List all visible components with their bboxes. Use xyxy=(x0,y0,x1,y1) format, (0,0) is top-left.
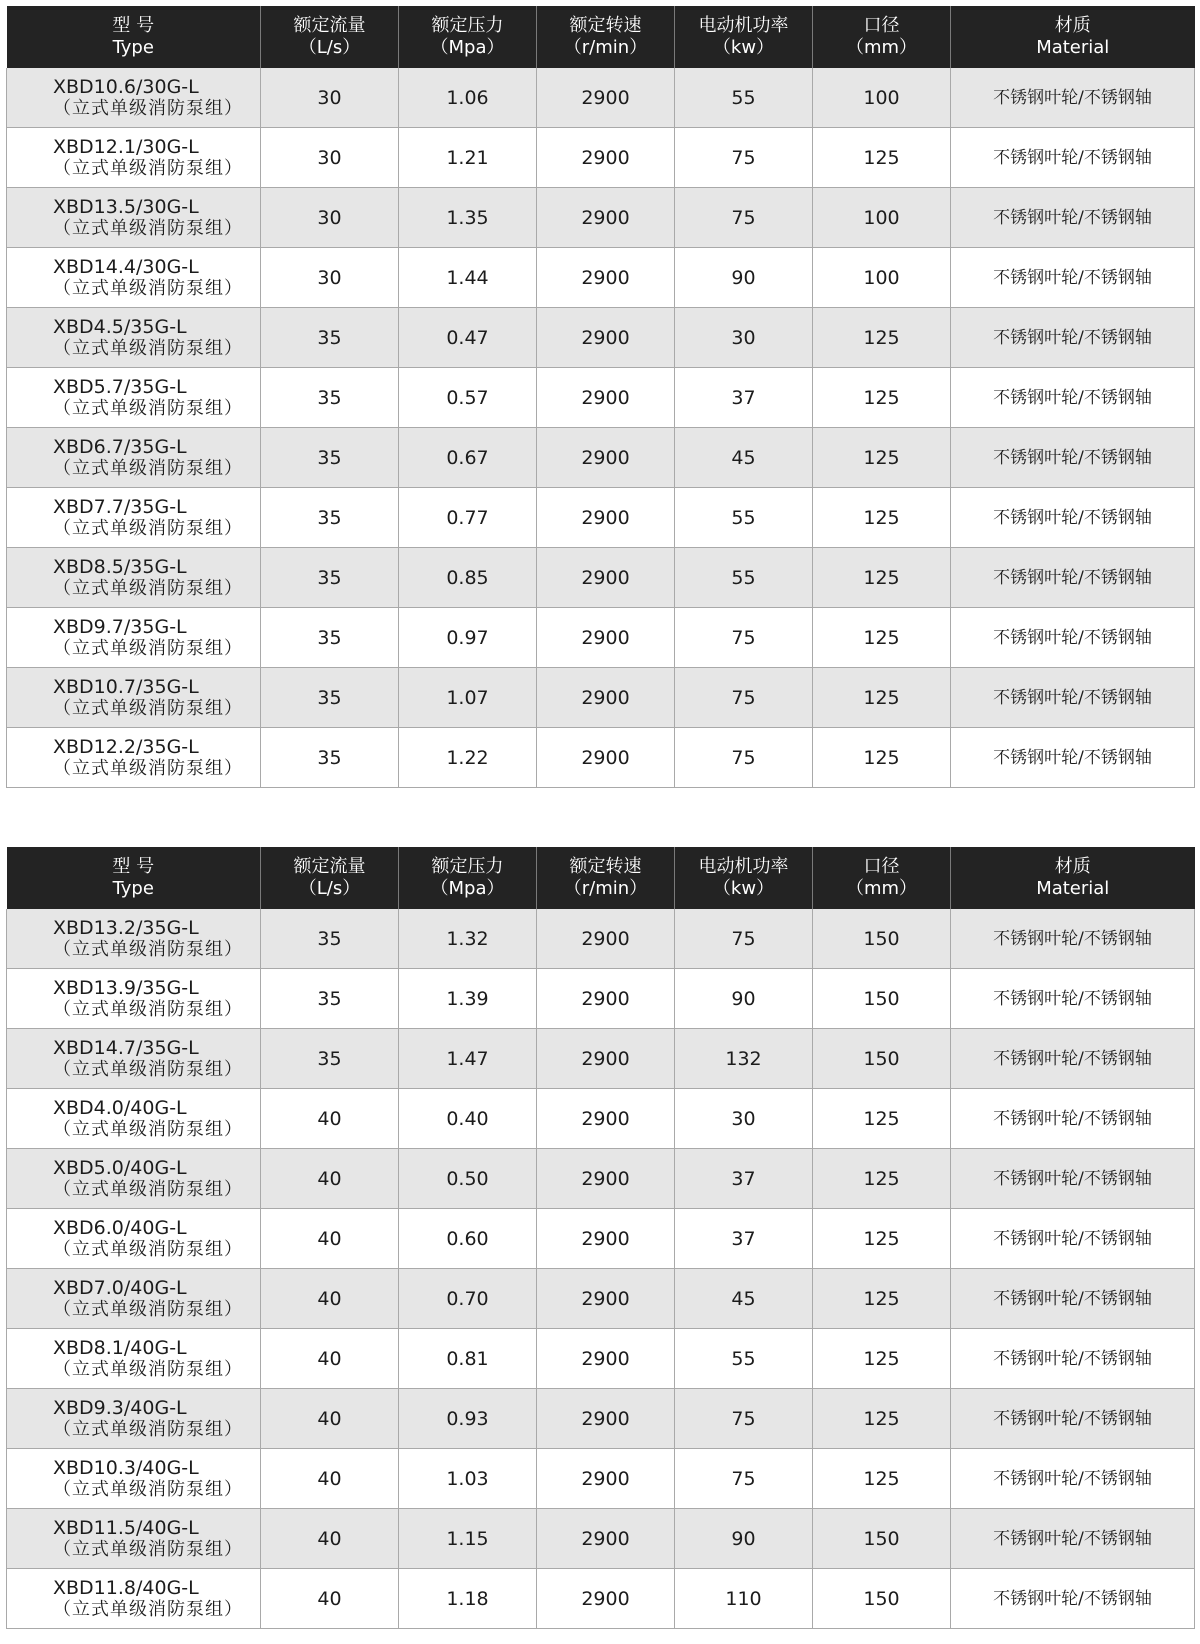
spec-table-1 xyxy=(6,6,1195,788)
cell-pressure: 0.97 xyxy=(399,608,537,668)
header-speed: 额定转速 （r/min） xyxy=(537,847,675,909)
cell-flow: 30 xyxy=(261,68,399,128)
cell-power: 55 xyxy=(675,1329,813,1389)
cell-flow: 40 xyxy=(261,1209,399,1269)
cell-speed: 2900 xyxy=(537,608,675,668)
cell-speed: 2900 xyxy=(537,308,675,368)
table-row xyxy=(7,1569,1195,1629)
cell-flow: 35 xyxy=(261,969,399,1029)
table-row xyxy=(7,368,1195,428)
model-description: （立式单级消防泵组） xyxy=(53,998,243,1020)
cell-type xyxy=(7,668,261,728)
cell-power: 75 xyxy=(675,128,813,188)
cell-material: 不锈钢叶轮/不锈钢轴 xyxy=(951,608,1195,668)
cell-material: 不锈钢叶轮/不锈钢轴 xyxy=(951,1509,1195,1569)
header-diameter: 口径 （mm） xyxy=(813,6,951,68)
header-pressure: 额定压力 （Mpa） xyxy=(399,847,537,909)
cell-type xyxy=(7,969,261,1029)
cell-diameter: 150 xyxy=(813,969,951,1029)
model-description: （立式单级消防泵组） xyxy=(53,1118,243,1140)
cell-diameter: 125 xyxy=(813,1089,951,1149)
cell-power: 75 xyxy=(675,608,813,668)
cell-type xyxy=(7,368,261,428)
cell-diameter: 125 xyxy=(813,308,951,368)
model-number: XBD6.7/35G-L xyxy=(53,435,187,458)
cell-material: 不锈钢叶轮/不锈钢轴 xyxy=(951,1389,1195,1449)
cell-speed: 2900 xyxy=(537,1089,675,1149)
table-row xyxy=(7,188,1195,248)
cell-power: 75 xyxy=(675,188,813,248)
cell-power: 90 xyxy=(675,1509,813,1569)
cell-material: 不锈钢叶轮/不锈钢轴 xyxy=(951,1449,1195,1509)
cell-power: 55 xyxy=(675,548,813,608)
cell-pressure: 0.60 xyxy=(399,1209,537,1269)
table-row xyxy=(7,548,1195,608)
cell-flow: 40 xyxy=(261,1509,399,1569)
cell-speed: 2900 xyxy=(537,969,675,1029)
model-description: （立式单级消防泵组） xyxy=(53,97,243,119)
model-description: （立式单级消防泵组） xyxy=(53,757,243,779)
model-description: （立式单级消防泵组） xyxy=(53,697,243,719)
cell-type xyxy=(7,1569,261,1629)
cell-pressure: 1.15 xyxy=(399,1509,537,1569)
table-body xyxy=(7,909,1195,1629)
table-row xyxy=(7,668,1195,728)
model-description: （立式单级消防泵组） xyxy=(53,938,243,960)
cell-diameter: 150 xyxy=(813,1569,951,1629)
cell-pressure: 1.21 xyxy=(399,128,537,188)
cell-power: 75 xyxy=(675,909,813,969)
cell-type xyxy=(7,608,261,668)
model-description: （立式单级消防泵组） xyxy=(53,1298,243,1320)
cell-speed: 2900 xyxy=(537,728,675,788)
cell-type xyxy=(7,1149,261,1209)
cell-speed: 2900 xyxy=(537,368,675,428)
model-number: XBD9.3/40G-L xyxy=(53,1396,187,1419)
cell-pressure: 1.35 xyxy=(399,188,537,248)
header-diameter: 口径 （mm） xyxy=(813,847,951,909)
cell-diameter: 125 xyxy=(813,1449,951,1509)
cell-material: 不锈钢叶轮/不锈钢轴 xyxy=(951,188,1195,248)
model-number: XBD5.7/35G-L xyxy=(53,375,187,398)
model-number: XBD12.1/30G-L xyxy=(53,135,199,158)
cell-type xyxy=(7,1509,261,1569)
cell-material: 不锈钢叶轮/不锈钢轴 xyxy=(951,1209,1195,1269)
cell-pressure: 1.18 xyxy=(399,1569,537,1629)
table-row xyxy=(7,1269,1195,1329)
header-type: 型 号 Type xyxy=(7,847,261,909)
cell-material: 不锈钢叶轮/不锈钢轴 xyxy=(951,969,1195,1029)
cell-power: 30 xyxy=(675,308,813,368)
header-flow: 额定流量 （L/s） xyxy=(261,847,399,909)
cell-diameter: 125 xyxy=(813,1209,951,1269)
table-row xyxy=(7,68,1195,128)
cell-type xyxy=(7,728,261,788)
cell-type xyxy=(7,548,261,608)
cell-flow: 35 xyxy=(261,1029,399,1089)
table-row xyxy=(7,728,1195,788)
cell-pressure: 1.32 xyxy=(399,909,537,969)
model-number: XBD12.2/35G-L xyxy=(53,735,199,758)
model-description: （立式单级消防泵组） xyxy=(53,217,243,239)
cell-diameter: 125 xyxy=(813,1269,951,1329)
cell-flow: 35 xyxy=(261,308,399,368)
model-number: XBD4.0/40G-L xyxy=(53,1096,187,1119)
cell-material: 不锈钢叶轮/不锈钢轴 xyxy=(951,248,1195,308)
cell-flow: 40 xyxy=(261,1569,399,1629)
model-description: （立式单级消防泵组） xyxy=(53,1478,243,1500)
spec-table-2 xyxy=(6,847,1195,1629)
cell-speed: 2900 xyxy=(537,428,675,488)
header-row xyxy=(7,6,1195,68)
cell-flow: 40 xyxy=(261,1449,399,1509)
model-description: （立式单级消防泵组） xyxy=(53,577,243,599)
cell-type xyxy=(7,1449,261,1509)
cell-power: 45 xyxy=(675,428,813,488)
cell-material: 不锈钢叶轮/不锈钢轴 xyxy=(951,368,1195,428)
cell-type xyxy=(7,308,261,368)
model-number: XBD14.4/30G-L xyxy=(53,255,199,278)
cell-material: 不锈钢叶轮/不锈钢轴 xyxy=(951,68,1195,128)
cell-type xyxy=(7,909,261,969)
cell-pressure: 1.39 xyxy=(399,969,537,1029)
table-row xyxy=(7,1509,1195,1569)
cell-flow: 35 xyxy=(261,548,399,608)
cell-speed: 2900 xyxy=(537,488,675,548)
cell-diameter: 100 xyxy=(813,248,951,308)
cell-flow: 30 xyxy=(261,188,399,248)
model-number: XBD8.5/35G-L xyxy=(53,555,187,578)
table-row xyxy=(7,308,1195,368)
cell-speed: 2900 xyxy=(537,668,675,728)
model-number: XBD7.7/35G-L xyxy=(53,495,187,518)
table-header xyxy=(7,6,1195,68)
cell-speed: 2900 xyxy=(537,128,675,188)
model-number: XBD9.7/35G-L xyxy=(53,615,187,638)
model-description: （立式单级消防泵组） xyxy=(53,1538,243,1560)
table-row xyxy=(7,1329,1195,1389)
header-flow: 额定流量 （L/s） xyxy=(261,6,399,68)
cell-power: 30 xyxy=(675,1089,813,1149)
cell-type xyxy=(7,1329,261,1389)
table-row xyxy=(7,1389,1195,1449)
cell-power: 37 xyxy=(675,1209,813,1269)
cell-flow: 40 xyxy=(261,1149,399,1209)
table-row xyxy=(7,1149,1195,1209)
cell-diameter: 125 xyxy=(813,608,951,668)
cell-power: 75 xyxy=(675,728,813,788)
cell-type xyxy=(7,1089,261,1149)
cell-material: 不锈钢叶轮/不锈钢轴 xyxy=(951,668,1195,728)
cell-pressure: 0.50 xyxy=(399,1149,537,1209)
cell-diameter: 150 xyxy=(813,909,951,969)
cell-material: 不锈钢叶轮/不锈钢轴 xyxy=(951,1089,1195,1149)
cell-diameter: 150 xyxy=(813,1509,951,1569)
cell-type xyxy=(7,128,261,188)
model-description: （立式单级消防泵组） xyxy=(53,1418,243,1440)
cell-material: 不锈钢叶轮/不锈钢轴 xyxy=(951,1569,1195,1629)
cell-material: 不锈钢叶轮/不锈钢轴 xyxy=(951,1149,1195,1209)
cell-power: 45 xyxy=(675,1269,813,1329)
cell-type xyxy=(7,68,261,128)
cell-flow: 35 xyxy=(261,488,399,548)
model-description: （立式单级消防泵组） xyxy=(53,1058,243,1080)
cell-pressure: 0.47 xyxy=(399,308,537,368)
header-pressure: 额定压力 （Mpa） xyxy=(399,6,537,68)
header-power: 电动机功率 （kw） xyxy=(675,847,813,909)
cell-material: 不锈钢叶轮/不锈钢轴 xyxy=(951,488,1195,548)
cell-diameter: 125 xyxy=(813,668,951,728)
model-number: XBD13.2/35G-L xyxy=(53,916,199,939)
cell-flow: 35 xyxy=(261,668,399,728)
cell-material: 不锈钢叶轮/不锈钢轴 xyxy=(951,909,1195,969)
cell-speed: 2900 xyxy=(537,1509,675,1569)
cell-pressure: 0.93 xyxy=(399,1389,537,1449)
cell-speed: 2900 xyxy=(537,1209,675,1269)
cell-pressure: 0.70 xyxy=(399,1269,537,1329)
model-number: XBD13.5/30G-L xyxy=(53,195,199,218)
cell-flow: 40 xyxy=(261,1269,399,1329)
cell-flow: 35 xyxy=(261,728,399,788)
cell-power: 75 xyxy=(675,1449,813,1509)
cell-pressure: 0.77 xyxy=(399,488,537,548)
cell-diameter: 125 xyxy=(813,548,951,608)
cell-pressure: 1.22 xyxy=(399,728,537,788)
cell-material: 不锈钢叶轮/不锈钢轴 xyxy=(951,728,1195,788)
cell-diameter: 125 xyxy=(813,488,951,548)
model-description: （立式单级消防泵组） xyxy=(53,1178,243,1200)
cell-power: 55 xyxy=(675,68,813,128)
model-number: XBD4.5/35G-L xyxy=(53,315,187,338)
cell-diameter: 125 xyxy=(813,428,951,488)
model-number: XBD10.7/35G-L xyxy=(53,675,199,698)
cell-pressure: 0.85 xyxy=(399,548,537,608)
model-description: （立式单级消防泵组） xyxy=(53,1238,243,1260)
cell-speed: 2900 xyxy=(537,1449,675,1509)
cell-flow: 35 xyxy=(261,368,399,428)
cell-type xyxy=(7,1269,261,1329)
header-type: 型 号 Type xyxy=(7,6,261,68)
cell-speed: 2900 xyxy=(537,1149,675,1209)
cell-speed: 2900 xyxy=(537,1389,675,1449)
cell-material: 不锈钢叶轮/不锈钢轴 xyxy=(951,548,1195,608)
header-material: 材质 Material xyxy=(951,6,1195,68)
cell-diameter: 125 xyxy=(813,128,951,188)
cell-speed: 2900 xyxy=(537,188,675,248)
cell-pressure: 1.03 xyxy=(399,1449,537,1509)
table-header xyxy=(7,847,1195,909)
model-number: XBD13.9/35G-L xyxy=(53,976,199,999)
model-description: （立式单级消防泵组） xyxy=(53,397,243,419)
header-row xyxy=(7,847,1195,909)
table-row xyxy=(7,1209,1195,1269)
cell-diameter: 125 xyxy=(813,1329,951,1389)
cell-diameter: 125 xyxy=(813,1389,951,1449)
cell-power: 110 xyxy=(675,1569,813,1629)
cell-diameter: 125 xyxy=(813,728,951,788)
model-description: （立式单级消防泵组） xyxy=(53,637,243,659)
cell-flow: 40 xyxy=(261,1329,399,1389)
cell-material: 不锈钢叶轮/不锈钢轴 xyxy=(951,308,1195,368)
model-description: （立式单级消防泵组） xyxy=(53,1358,243,1380)
model-number: XBD6.0/40G-L xyxy=(53,1216,187,1239)
cell-type xyxy=(7,1389,261,1449)
cell-power: 90 xyxy=(675,969,813,1029)
cell-type xyxy=(7,1209,261,1269)
model-description: （立式单级消防泵组） xyxy=(53,157,243,179)
cell-material: 不锈钢叶轮/不锈钢轴 xyxy=(951,1329,1195,1389)
table-body xyxy=(7,68,1195,788)
cell-material: 不锈钢叶轮/不锈钢轴 xyxy=(951,428,1195,488)
cell-power: 132 xyxy=(675,1029,813,1089)
cell-material: 不锈钢叶轮/不锈钢轴 xyxy=(951,1269,1195,1329)
model-number: XBD11.8/40G-L xyxy=(53,1576,199,1599)
model-description: （立式单级消防泵组） xyxy=(53,1598,243,1620)
cell-pressure: 0.67 xyxy=(399,428,537,488)
table-row xyxy=(7,248,1195,308)
table-row xyxy=(7,608,1195,668)
cell-type xyxy=(7,248,261,308)
model-number: XBD14.7/35G-L xyxy=(53,1036,199,1059)
cell-type xyxy=(7,428,261,488)
model-number: XBD7.0/40G-L xyxy=(53,1276,187,1299)
cell-power: 75 xyxy=(675,1389,813,1449)
model-description: （立式单级消防泵组） xyxy=(53,277,243,299)
header-power: 电动机功率 （kw） xyxy=(675,6,813,68)
header-material: 材质 Material xyxy=(951,847,1195,909)
model-number: XBD5.0/40G-L xyxy=(53,1156,187,1179)
cell-flow: 35 xyxy=(261,428,399,488)
cell-flow: 40 xyxy=(261,1089,399,1149)
cell-diameter: 150 xyxy=(813,1029,951,1089)
table-row xyxy=(7,969,1195,1029)
cell-power: 75 xyxy=(675,668,813,728)
model-number: XBD11.5/40G-L xyxy=(53,1516,199,1539)
cell-flow: 35 xyxy=(261,608,399,668)
cell-diameter: 125 xyxy=(813,368,951,428)
cell-power: 55 xyxy=(675,488,813,548)
cell-speed: 2900 xyxy=(537,1569,675,1629)
cell-power: 90 xyxy=(675,248,813,308)
model-number: XBD10.3/40G-L xyxy=(53,1456,199,1479)
cell-type xyxy=(7,488,261,548)
cell-type xyxy=(7,188,261,248)
cell-material: 不锈钢叶轮/不锈钢轴 xyxy=(951,1029,1195,1089)
cell-speed: 2900 xyxy=(537,248,675,308)
cell-speed: 2900 xyxy=(537,1329,675,1389)
header-speed: 额定转速 （r/min） xyxy=(537,6,675,68)
cell-pressure: 0.57 xyxy=(399,368,537,428)
table-row xyxy=(7,488,1195,548)
cell-power: 37 xyxy=(675,368,813,428)
cell-pressure: 0.81 xyxy=(399,1329,537,1389)
cell-speed: 2900 xyxy=(537,1269,675,1329)
table-row xyxy=(7,1089,1195,1149)
cell-pressure: 1.47 xyxy=(399,1029,537,1089)
cell-flow: 30 xyxy=(261,248,399,308)
table-row xyxy=(7,909,1195,969)
table-row xyxy=(7,1029,1195,1089)
cell-pressure: 1.44 xyxy=(399,248,537,308)
table-row xyxy=(7,128,1195,188)
model-number: XBD8.1/40G-L xyxy=(53,1336,187,1359)
model-number: XBD10.6/30G-L xyxy=(53,75,199,98)
model-description: （立式单级消防泵组） xyxy=(53,337,243,359)
cell-speed: 2900 xyxy=(537,909,675,969)
cell-diameter: 100 xyxy=(813,188,951,248)
cell-flow: 30 xyxy=(261,128,399,188)
cell-type xyxy=(7,1029,261,1089)
table-row xyxy=(7,428,1195,488)
model-description: （立式单级消防泵组） xyxy=(53,517,243,539)
cell-flow: 35 xyxy=(261,909,399,969)
cell-diameter: 100 xyxy=(813,68,951,128)
table-row xyxy=(7,1449,1195,1509)
cell-pressure: 1.06 xyxy=(399,68,537,128)
cell-pressure: 1.07 xyxy=(399,668,537,728)
cell-pressure: 0.40 xyxy=(399,1089,537,1149)
cell-flow: 40 xyxy=(261,1389,399,1449)
cell-speed: 2900 xyxy=(537,68,675,128)
cell-material: 不锈钢叶轮/不锈钢轴 xyxy=(951,128,1195,188)
model-description: （立式单级消防泵组） xyxy=(53,457,243,479)
cell-speed: 2900 xyxy=(537,548,675,608)
cell-power: 37 xyxy=(675,1149,813,1209)
cell-speed: 2900 xyxy=(537,1029,675,1089)
cell-diameter: 125 xyxy=(813,1149,951,1209)
